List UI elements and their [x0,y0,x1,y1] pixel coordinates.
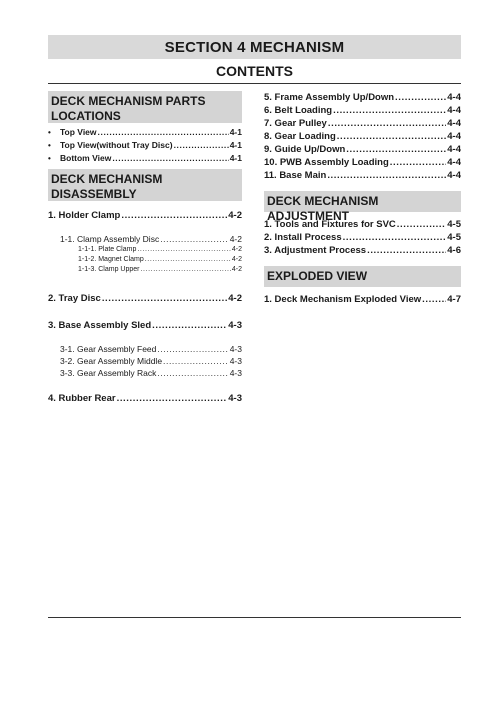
toc-entry[interactable]: • Top View ..... 4-1 [48,126,242,139]
toc-entry[interactable]: 2. Install Process ..... 4-5 [264,231,461,244]
toc-entry[interactable]: 8. Gear Loading ..... 4-4 [264,130,461,143]
toc-entry-rubber-rear[interactable]: 4. Rubber Rear ..... 4-3 [48,392,242,405]
section-title-bar [48,35,461,59]
bottom-divider [48,617,461,618]
section-title: SECTION 4 MECHANISM [164,38,345,56]
bullet-icon: • [48,154,51,163]
toc-entry-holder-clamp[interactable]: 1. Holder Clamp ..... 4-2 [48,209,242,222]
toc-entry-base-assembly-sled[interactable]: 3. Base Assembly Sled ..... 4-3 [48,319,242,332]
bullet-icon: • [48,128,51,137]
toc-entry[interactable]: 9. Guide Up/Down ..... 4-4 [264,143,461,156]
toc-subentry[interactable]: 1-1-3. Clamp Upper ..... 4-2 [48,265,242,275]
toc-entry[interactable]: 3. Adjustment Process ..... 4-6 [264,244,461,257]
toc-entry[interactable]: 10. PWB Assembly Loading ..... 4-4 [264,156,461,169]
exploded-view-header: EXPLODED VIEW [264,266,461,287]
toc-subentry[interactable]: 3-1. Gear Assembly Feed ..... 4-3 [60,343,242,355]
adjustment-header: DECK MECHANISM ADJUSTMENT [264,191,461,212]
right-column [264,91,461,306]
left-column [48,91,242,405]
toc-entry[interactable]: 1. Deck Mechanism Exploded View ..... 4-7 [264,293,461,306]
toc-subentry[interactable]: 1-1-2. Magnet Clamp ..... 4-2 [48,255,242,265]
toc-entry[interactable]: 1. Tools and Fixtures for SVC ..... 4-5 [264,218,461,231]
toc-subentry[interactable]: 3-2. Gear Assembly Middle ..... 4-3 [60,355,242,367]
toc-entry[interactable]: • Bottom View ..... 4-1 [48,152,242,165]
toc-subentry[interactable]: 3-3. Gear Assembly Rack ..... 4-3 [60,367,242,379]
toc-entry-clamp-assembly-disc[interactable]: 1-1. Clamp Assembly Disc ..... 4-2 [48,233,242,245]
disassembly-header: DECK MECHANISM DISASSEMBLY [48,169,242,201]
top-divider [48,83,461,84]
toc-entry[interactable]: 7. Gear Pulley ..... 4-4 [264,117,461,130]
bullet-icon: • [48,141,51,150]
toc-entry[interactable]: 6. Belt Loading ..... 4-4 [264,104,461,117]
toc-entry[interactable]: • Top View(without Tray Disc) ..... 4-1 [48,139,242,152]
contents-title: CONTENTS [216,63,293,79]
toc-entry-tray-disc[interactable]: 2. Tray Disc ..... 4-2 [48,292,242,305]
toc-subentry[interactable]: 1-1-1. Plate Clamp ..... 4-2 [48,245,242,255]
parts-locations-header: DECK MECHANISM PARTS LOCATIONS [48,91,242,123]
toc-entry[interactable]: 5. Frame Assembly Up/Down ..... 4-4 [264,91,461,104]
toc-entry[interactable]: 11. Base Main ..... 4-4 [264,169,461,182]
